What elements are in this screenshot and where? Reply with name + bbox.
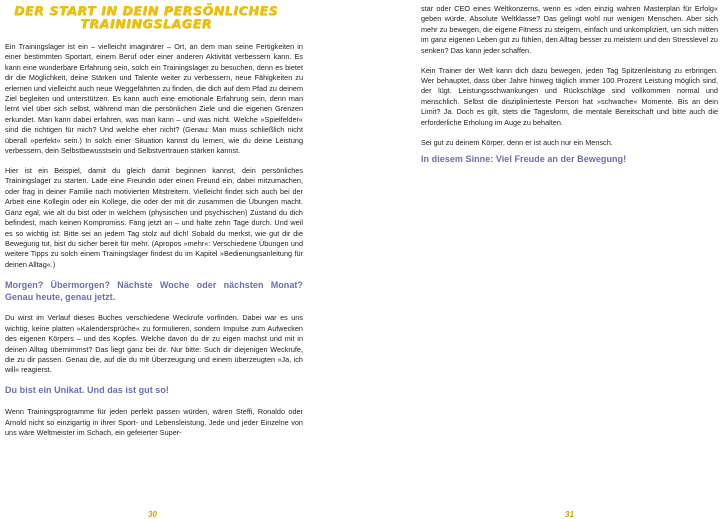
- chapter-title: [0, 4, 295, 30]
- paragraph-example: Hier ist ein Beispiel, damit du gleich damit beginnen kannst, dein persönliches Trainingslager zu starten. Lade eine Freundin oder einen Freund ein, dabei mitzumachen, oder frag in deiner Familie nach motivierten Mitstreitern. Vielleicht findet sich auch bei der Arbeit eine Kollegin oder ein Kollege, die oder der mit dir zusammen die Übungen macht. Ganz egal, wie alt du bist oder in welchem (physischen und psychischen) Zustand du dich befindest, mach keinen Kompromiss. Fang jetzt an – und halte zehn Tage durch. Und weil es so wichtig ist: Bitte sei an jedem Tag stolz auf dich! Sobald du merkst, wie gut dir die Bewegung tut, bist du sicher bereit für mehr. (Apropos »mehr«: Verschiedene Übungen und weitere Tipps zu solch einem Trainingslager findest du im Kapitel »Bedienungsanleitung für deinen Alltag«.): [5, 166, 303, 269]
- page-number-left: 30: [148, 510, 157, 519]
- paragraph-training-programs: Wenn Trainingsprogramme für jeden perfekt passen würden, wären Steffi, Ronaldo oder Arnold nicht so einzigartig in ihrer Sport- und Lebensleistung. Jede und jeder Einzelne von uns wäre Weltmeister im Schach, ein gefeierter Super-: [5, 407, 303, 437]
- headline-unique: Du bist ein Unikat. Und das ist gut so!: [5, 385, 169, 396]
- paragraph-intro: Ein Trainingslager ist ein – vielleicht imaginärer – Ort, an dem man seine Fertigkeiten in einer bestimmten Sportart, einem Beruf oder einer anderen Aktivität verbessern kann. Es kann eine wunderbare Erfahrung sein, solch ein Trainingslager zu besuchen, denn es bietet dir die Möglichkeit, deine Stärken und Talente weiter zu verbessern, neue Fähigkeiten zu erlernen und vielleicht auch neue Weggefährten zu finden, die dich auf dem Pfad zu deinem Ziel begleiten und unterstützen. Es kann auch eine emotionale Erfahrung sein, denn man lernt viel über sich selbst, während man die persönlichen Ziele und die eigenen Grenzen erkundet. Man kann dabei erfahren, was man kann – und was nicht. Welche »Spielfelder« sind die richtigen für mich? Und welche eher nicht? (Genau: Man muss schließlich nicht überall »perfekt« sein.) In solch einer Situation kannst du lernen, wie du deine Leistung verbessern, dein Selbstbewusstsein und Selbstvertrauen stärken kannst.: [5, 42, 303, 156]
- paragraph-continuation: star oder CEO eines Weltkonzerns, wenn es »den einzig wahren Masterplan für Erfolg« geben würde. Absolute Weltklasse? Das gelingt wohl nur wenigen Menschen. Aber sich mehr zu bewegen, die eigene Fitness zu steigern, einfach und unkompliziert, um sich mitten im ganz eigenen Leben gut zu fühlen, den Alltag besser zu meistern und den Stresslevel zu senken? Das kann jeder schaffen.: [421, 4, 718, 55]
- paragraph-trainer: Kein Trainer der Welt kann dich dazu bewegen, jeden Tag Spitzenleistung zu erbringen. Wer behauptet, dass über Jahre hinweg täglich immer 100 Prozent Leistung möglich sind, der lügt. Leistungsschwankungen und Rückschläge sind vollkommen normal und menschlich. Selbst die disziplinierteste Person hat »schwache« Momente. Bis an dein Limit? Ja. Doch es gilt, stets die Tagesform, die mentale Bereitschaft und bitte auch die erforderliche Erholung im Auge zu behalten.: [421, 65, 718, 127]
- headline-joy-of-movement: In diesem Sinne: Viel Freude an der Bewegung!: [421, 154, 627, 165]
- page-number-right: 31: [565, 510, 574, 519]
- chapter-title-line2: TRAININGSLAGER: [80, 16, 212, 31]
- right-page: [360, 0, 720, 519]
- headline-wake-up-call: Morgen? Übermorgen? Nächste Woche oder nächsten Monat? Genau heute, genau jetzt.: [5, 279, 303, 302]
- right-column: [421, 4, 718, 176]
- paragraph-wake-up-calls: Du wirst im Verlauf dieses Buches verschiedene Weckrufe vorfinden. Dabei war es uns wichtig, keine platten »Kalendersprüche« zu formulieren, sondern Impulse zum Aufwecken des eigenen Körpers – und des Kopfes. Welche davon du dir zu eigen machst und mit in deinen Alltag übernimmst? Das liegt ganz bei dir. Nur bitte: Such dir diejenigen Weckrufe, die zu dir passen. Genau die, auf die du mit Überzeugung und einem überzeugten »Ja, ich will« reagierst.: [5, 313, 303, 375]
- paragraph-body-care: Sei gut zu deinem Körper, denn er ist auch nur ein Mensch.: [421, 137, 613, 147]
- left-column: [5, 4, 303, 448]
- chapter-title-line1: DER START IN DEIN PERSÖNLICHES: [13, 3, 279, 18]
